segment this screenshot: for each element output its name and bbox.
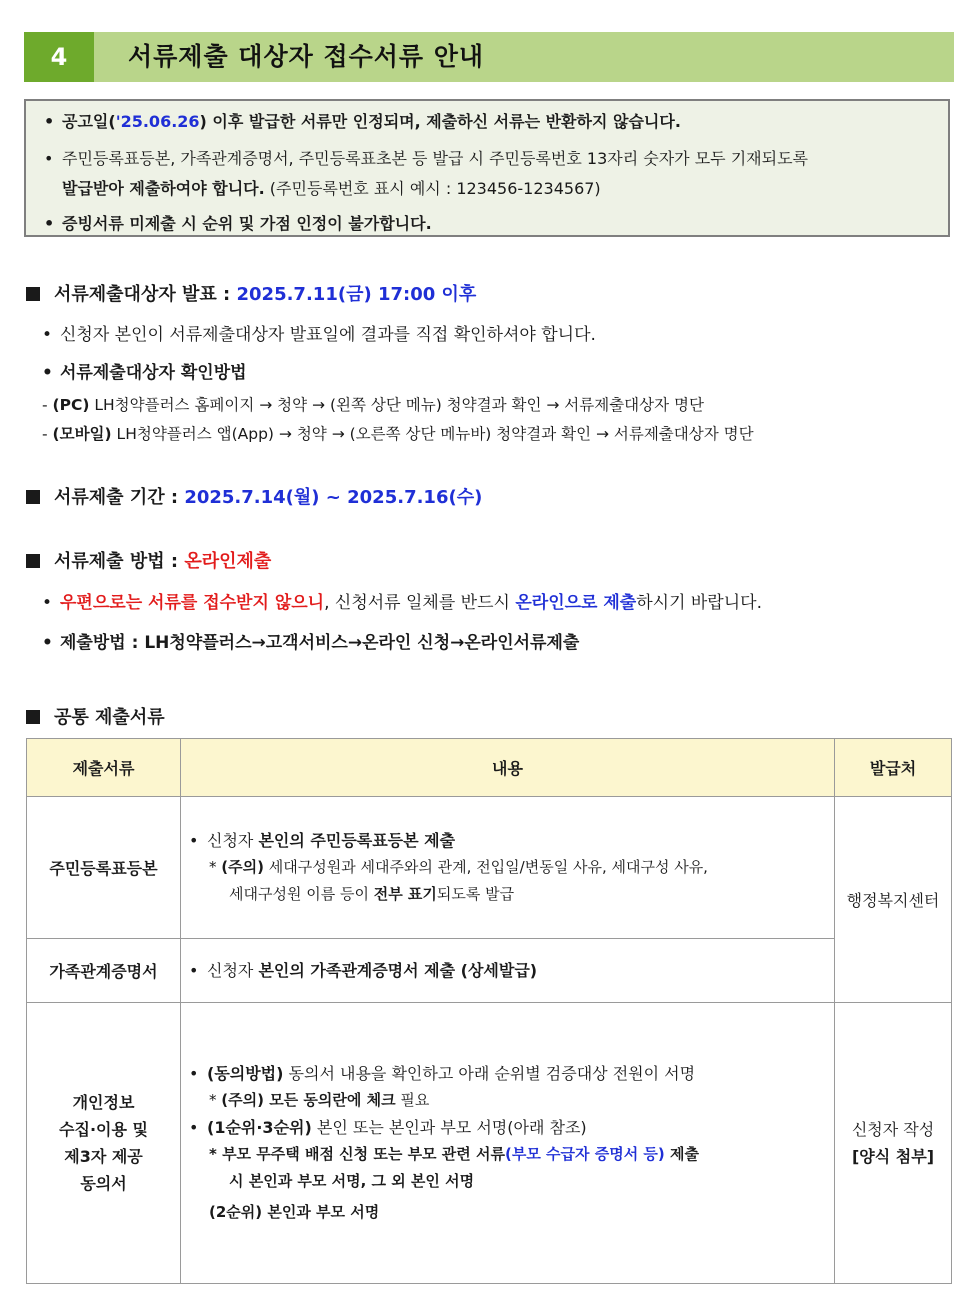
square-bullet-icon <box>26 710 40 724</box>
announce-date: 2025.7.11(금) 17:00 이후 <box>236 284 477 305</box>
content-cell: • (동의방법) 동의서 내용을 확인하고 아래 순위별 검증대상 전원이 서명 * (주의) 모든 동의란에 체크 필요 • (1순위·3순위) 본인 또는 본인과 부모 서명(아래 참조) * 부모 무주택 배점 신청 또는 부모 관련 서류(부모 수급자 증명서 등) 제출 시 본인과 부모 서명, 그 외 본인 서명 (2순위) 본인과 부모 서명 <box>181 1003 835 1284</box>
announce-pc: - (PC) LH청약플러스 홈페이지 → 청약 → (왼쪽 상단 메뉴) 청약결과 확인 → 서류제출대상자 명단 <box>42 396 704 414</box>
square-bullet-icon <box>26 554 40 568</box>
issuer-cell-2: 신청자 작성 [양식 첨부] <box>835 1003 952 1284</box>
table-row <box>27 939 952 1003</box>
col-header-doc: 제출서류 <box>27 739 181 797</box>
content-cell: • 신청자 본인의 주민등록표등본 제출 * (주의) 세대구성원과 세대주와의 관계, 전입일/변동일 사유, 세대구성 사유, 세대구성원 이름 등이 전부 표기되도록 발급 <box>181 797 835 939</box>
announce-mobile: - (모바일) LH청약플러스 앱(App) → 청약 → (오른쪽 상단 메뉴바) 청약결과 확인 → 서류제출대상자 명단 <box>42 425 754 443</box>
period-heading: 서류제출 기간 : 2025.7.14(월) ~ 2025.7.16(수) <box>26 483 482 509</box>
notice-line-2: • 주민등록표등본, 가족관계증명서, 주민등록표초본 등 발급 시 주민등록번호 13자리 숫자가 모두 기재되도록 <box>44 149 808 168</box>
notice-line-4: • 증빙서류 미제출 시 순위 및 가점 인정이 불가합니다. <box>44 214 432 233</box>
method-line-2: • 제출방법 : LH청약플러스→고객서비스→온라인 신청→온라인서류제출 <box>42 633 580 653</box>
doc-privacy-consent: 개인정보 수집·이용 및 제3자 제공 동의서 <box>27 1003 181 1284</box>
col-header-issuer: 발급처 <box>835 739 952 797</box>
common-heading: 공통 제출서류 <box>26 703 165 729</box>
content-cell: • 신청자 본인의 가족관계증명서 제출 (상세발급) <box>181 939 835 1003</box>
col-header-content: 내용 <box>181 739 835 797</box>
doc-resident-registration: 주민등록표등본 <box>27 797 181 939</box>
notice-line-3: 발급받아 제출하여야 합니다. (주민등록번호 표시 예시 : 123456-1234567) <box>62 179 601 198</box>
method-line-1: • 우편으로는 서류를 접수받지 않으니, 신청서류 일체를 반드시 온라인으로 제출하시기 바랍니다. <box>42 593 762 613</box>
announce-line-1: • 신청자 본인이 서류제출대상자 발표일에 결과를 직접 확인하셔야 합니다. <box>42 325 596 345</box>
table-row <box>27 797 952 939</box>
period-value: 2025.7.14(월) ~ 2025.7.16(수) <box>184 487 483 508</box>
square-bullet-icon <box>26 490 40 504</box>
notice-box <box>24 99 950 237</box>
section-header <box>24 32 954 82</box>
method-value: 온라인제출 <box>184 551 272 572</box>
table-header-row <box>27 739 952 797</box>
announce-line-2: • 서류제출대상자 확인방법 <box>42 363 247 383</box>
documents-table <box>26 738 952 1284</box>
doc-family-relation: 가족관계증명서 <box>27 939 181 1003</box>
method-heading: 서류제출 방법 : 온라인제출 <box>26 547 271 573</box>
announce-heading: 서류제출대상자 발표 : 2025.7.11(금) 17:00 이후 <box>26 280 476 306</box>
notice-line-1: • 공고일('25.06.26) 이후 발급한 서류만 인정되며, 제출하신 서류는 반환하지 않습니다. <box>44 112 681 131</box>
issuer-cell-1: 행정복지센터 <box>835 797 952 1003</box>
notice-date: '25.06.26 <box>115 112 200 131</box>
square-bullet-icon <box>26 287 40 301</box>
section-number: 4 <box>24 32 94 82</box>
table-row <box>27 1003 952 1284</box>
section-title: 서류제출 대상자 접수서류 안내 <box>128 42 485 71</box>
